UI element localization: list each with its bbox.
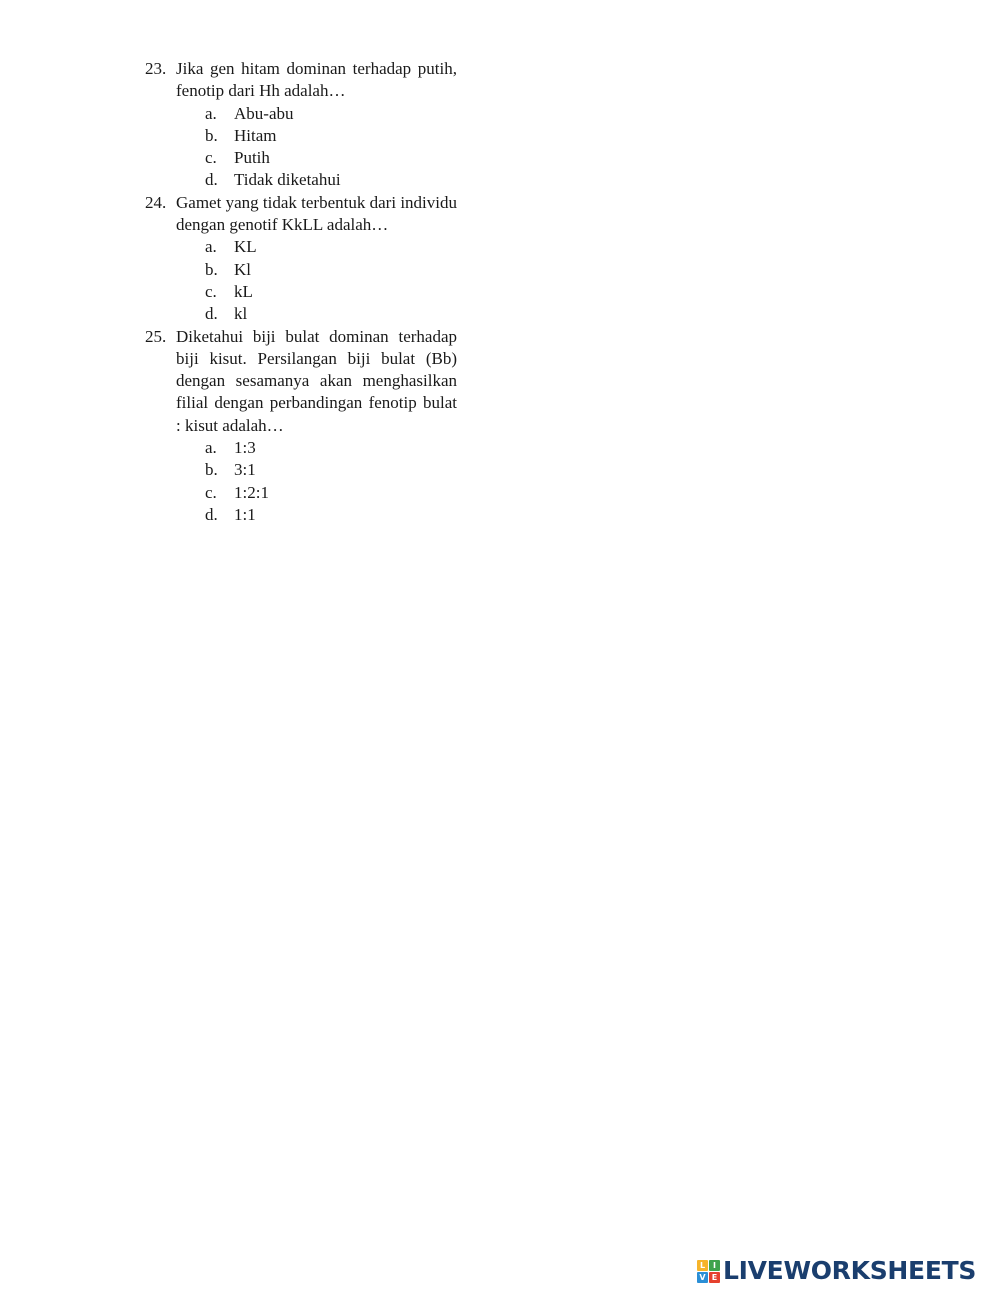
- option-label: d.: [205, 304, 218, 324]
- option-text: kl: [234, 304, 248, 324]
- option-list: [145, 437, 457, 526]
- brand-name: LIVEWORKSHEETS: [723, 1256, 977, 1285]
- option-d: [145, 504, 457, 526]
- option-label: a.: [205, 438, 217, 458]
- option-label: c.: [205, 482, 217, 502]
- question-number: 25.: [145, 326, 167, 346]
- logo-tile-l: L: [697, 1260, 708, 1271]
- question-text: Gamet yang tidak terbentuk dari individu dengan genotif KkLL adalah…: [176, 192, 457, 235]
- question-text: Jika gen hitam dominan terhadap putih, fenotip dari Hh adalah…: [176, 59, 457, 101]
- option-label: c.: [205, 281, 217, 301]
- option-label: d.: [205, 504, 218, 524]
- option-c: [145, 482, 457, 504]
- option-label: b.: [205, 125, 218, 145]
- option-d: [145, 303, 457, 325]
- option-c: [145, 281, 457, 303]
- logo-tile-e: E: [709, 1272, 720, 1283]
- question-stem: [145, 58, 457, 103]
- option-b: [145, 125, 457, 147]
- liveworksheets-brand: [697, 1256, 976, 1286]
- option-label: c.: [205, 148, 217, 168]
- question-23: [145, 58, 457, 192]
- liveworksheets-logo-icon: [697, 1260, 720, 1283]
- option-b: [145, 459, 457, 481]
- option-a: [145, 103, 457, 125]
- option-text: Abu-abu: [234, 103, 294, 123]
- logo-tile-v: V: [697, 1272, 708, 1283]
- question-text: Diketahui biji bulat dominan terhadap biji kisut. Persilangan biji bulat (Bb) dengan sesamanya akan menghasilkan filial dengan perbandingan fenotip bulat : kisut adalah…: [176, 326, 457, 435]
- option-text: kL: [234, 281, 253, 301]
- option-list: [145, 236, 457, 325]
- option-list: [145, 103, 457, 192]
- option-text: 3:1: [234, 460, 256, 480]
- option-label: b.: [205, 259, 218, 279]
- option-label: b.: [205, 460, 218, 480]
- question-stem: [145, 192, 457, 237]
- option-d: [145, 169, 457, 191]
- option-text: Kl: [234, 259, 251, 279]
- option-b: [145, 259, 457, 281]
- option-a: [145, 236, 457, 258]
- option-label: a.: [205, 237, 217, 257]
- question-25: [145, 326, 457, 527]
- option-text: Hitam: [234, 125, 277, 145]
- option-text: 1:1: [234, 504, 256, 524]
- question-list: [145, 58, 457, 526]
- option-text: 1:3: [234, 438, 256, 458]
- option-c: [145, 147, 457, 169]
- question-stem: [145, 326, 457, 437]
- logo-tile-i: I: [709, 1260, 720, 1271]
- option-label: d.: [205, 170, 218, 190]
- option-text: Tidak diketahui: [234, 170, 341, 190]
- question-number: 23.: [145, 59, 167, 78]
- option-text: Putih: [234, 148, 270, 168]
- option-a: [145, 437, 457, 459]
- question-number: 24.: [145, 192, 167, 212]
- option-text: KL: [234, 237, 257, 257]
- option-text: 1:2:1: [234, 482, 269, 502]
- option-label: a.: [205, 103, 217, 123]
- question-24: [145, 192, 457, 326]
